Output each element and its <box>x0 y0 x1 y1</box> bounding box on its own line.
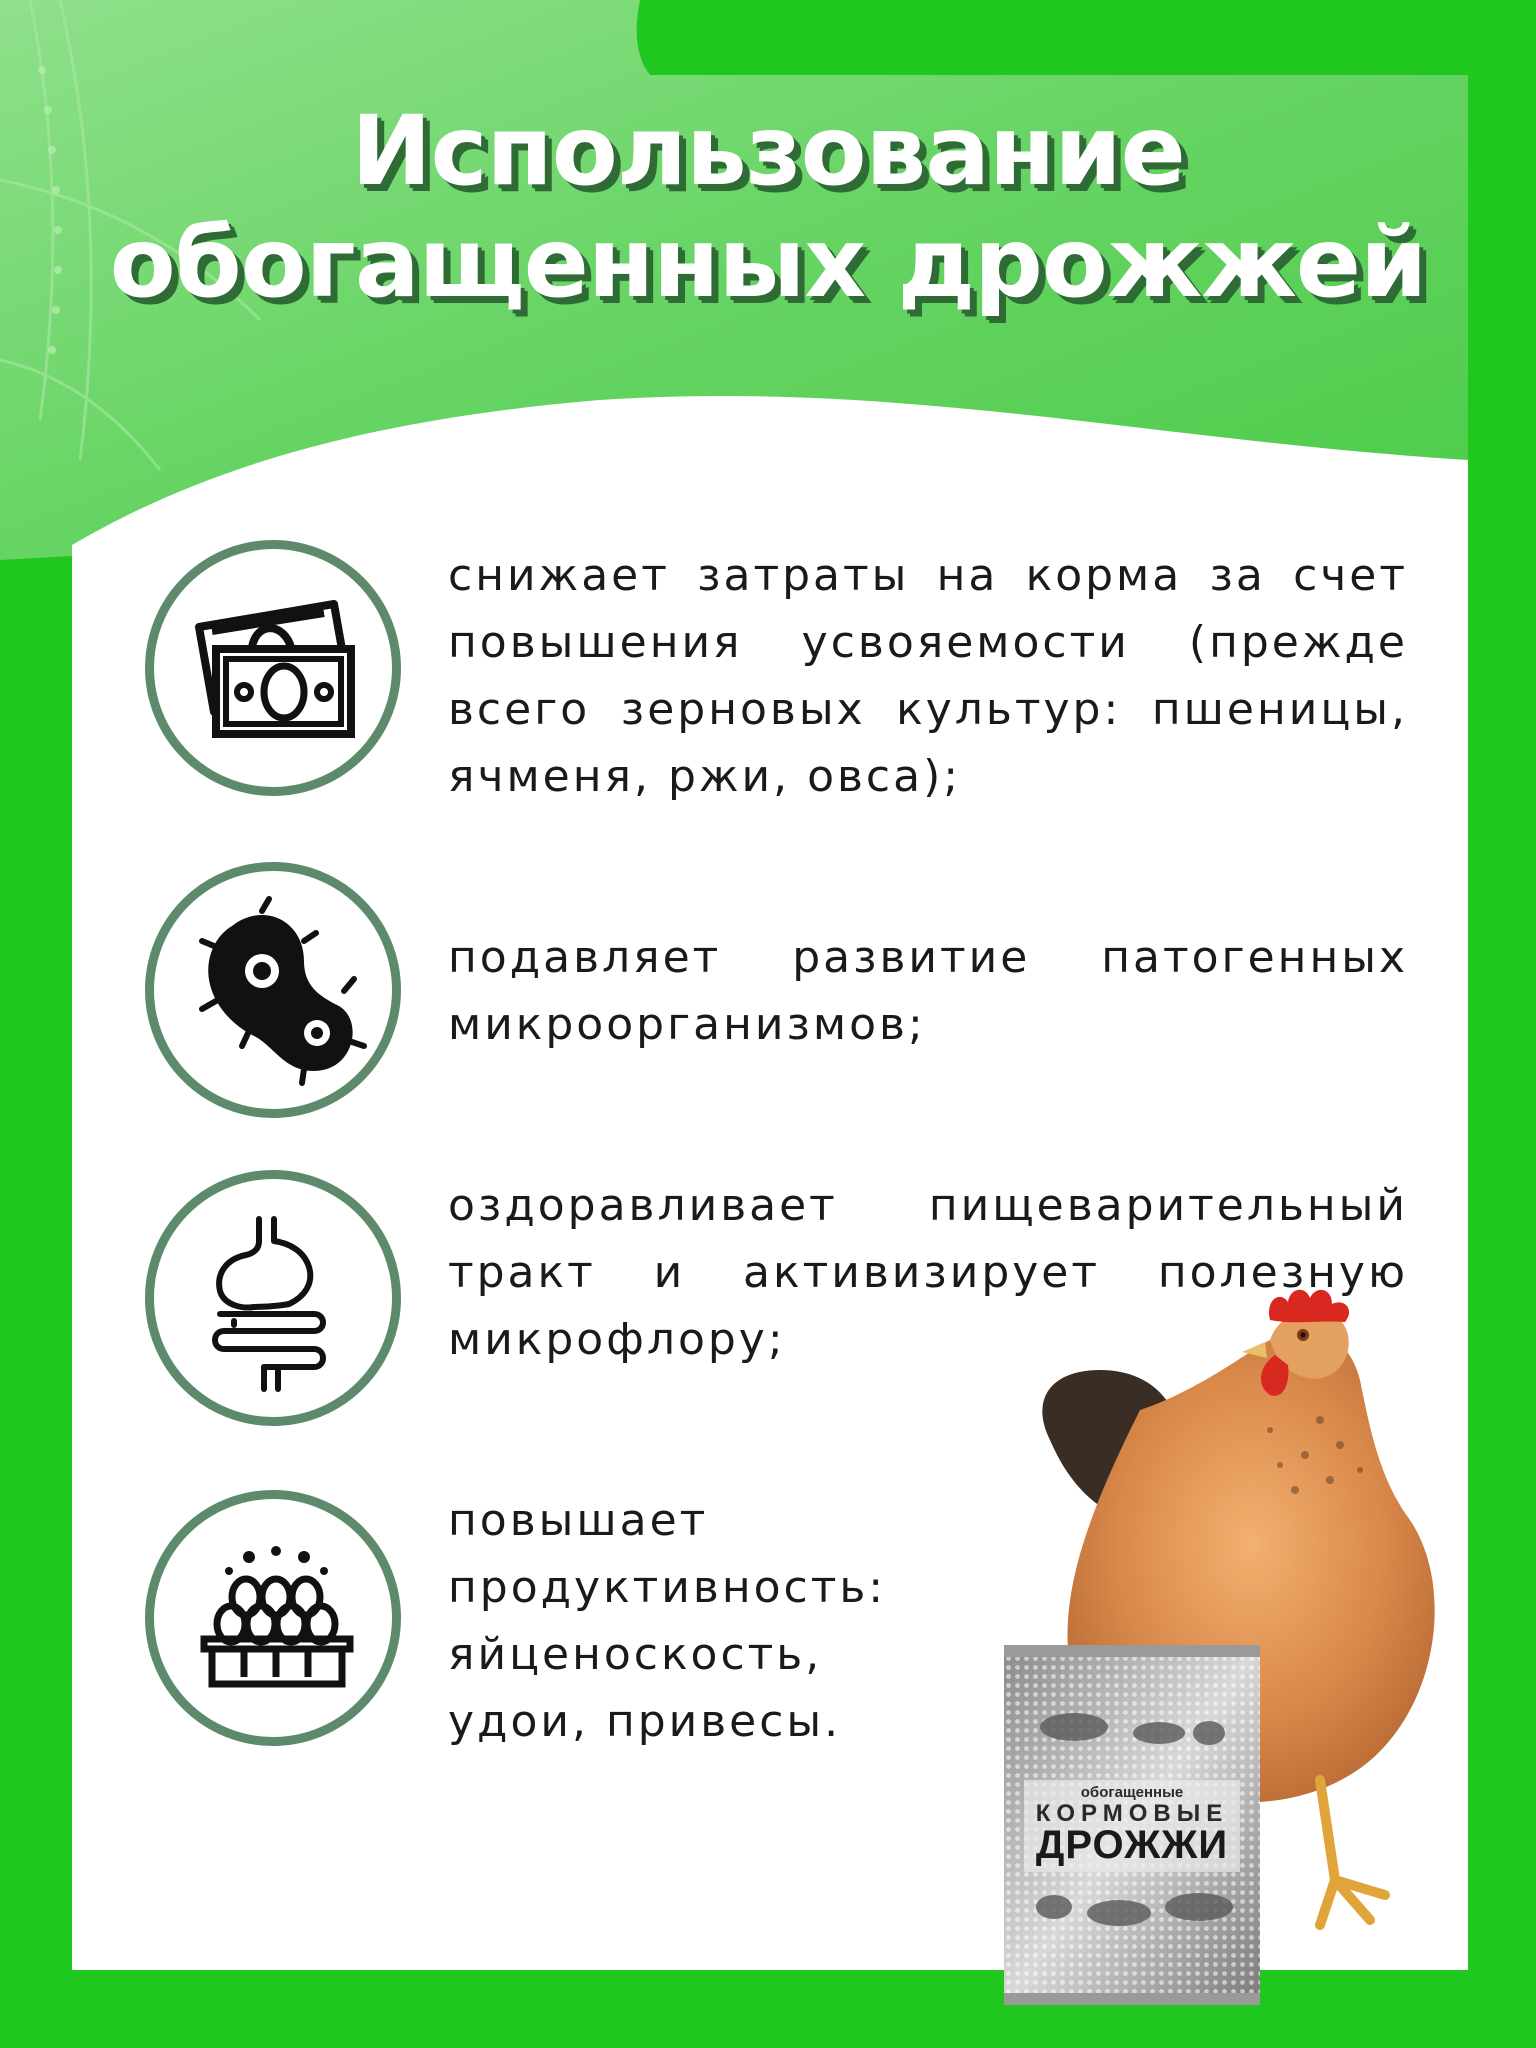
product-package <box>1004 1645 1260 2005</box>
icon-circle <box>145 1170 401 1426</box>
icon-circle <box>145 1490 401 1746</box>
package-mid-label: КОРМОВЫЕ <box>1035 1800 1229 1827</box>
page-title <box>0 95 1536 319</box>
bacteria-icon <box>154 871 392 1109</box>
benefit-text: повышает продуктивность: яйценоскость, удои, привесы. <box>448 1495 887 1747</box>
package-big-label: ДРОЖЖИ <box>1035 1823 1229 1867</box>
title-line-1: Использование <box>351 95 1185 207</box>
benefit-text: подавляет развитие патогенных микроорганизмов; <box>448 932 1408 1050</box>
money-icon <box>154 549 392 787</box>
eggs-tray-icon <box>154 1499 392 1737</box>
benefit-item-feed-cost <box>145 540 1415 800</box>
icon-circle <box>145 862 401 1118</box>
icon-circle <box>145 540 401 796</box>
title-line-2: обогащенных дрожжей <box>109 207 1427 319</box>
package-small-label: обогащенные <box>1080 1784 1184 1801</box>
benefit-text: снижает затраты на корма за счет повышения усвояемости (прежде всего зерновых культур: пшеницы, ячменя, ржи, овса); <box>448 550 1408 802</box>
benefit-item-pathogens <box>145 862 1415 1122</box>
benefit-text: оздоравливает пищеварительный тракт и активизирует полезную микрофлору; <box>448 1180 1408 1365</box>
stomach-icon <box>154 1179 392 1417</box>
